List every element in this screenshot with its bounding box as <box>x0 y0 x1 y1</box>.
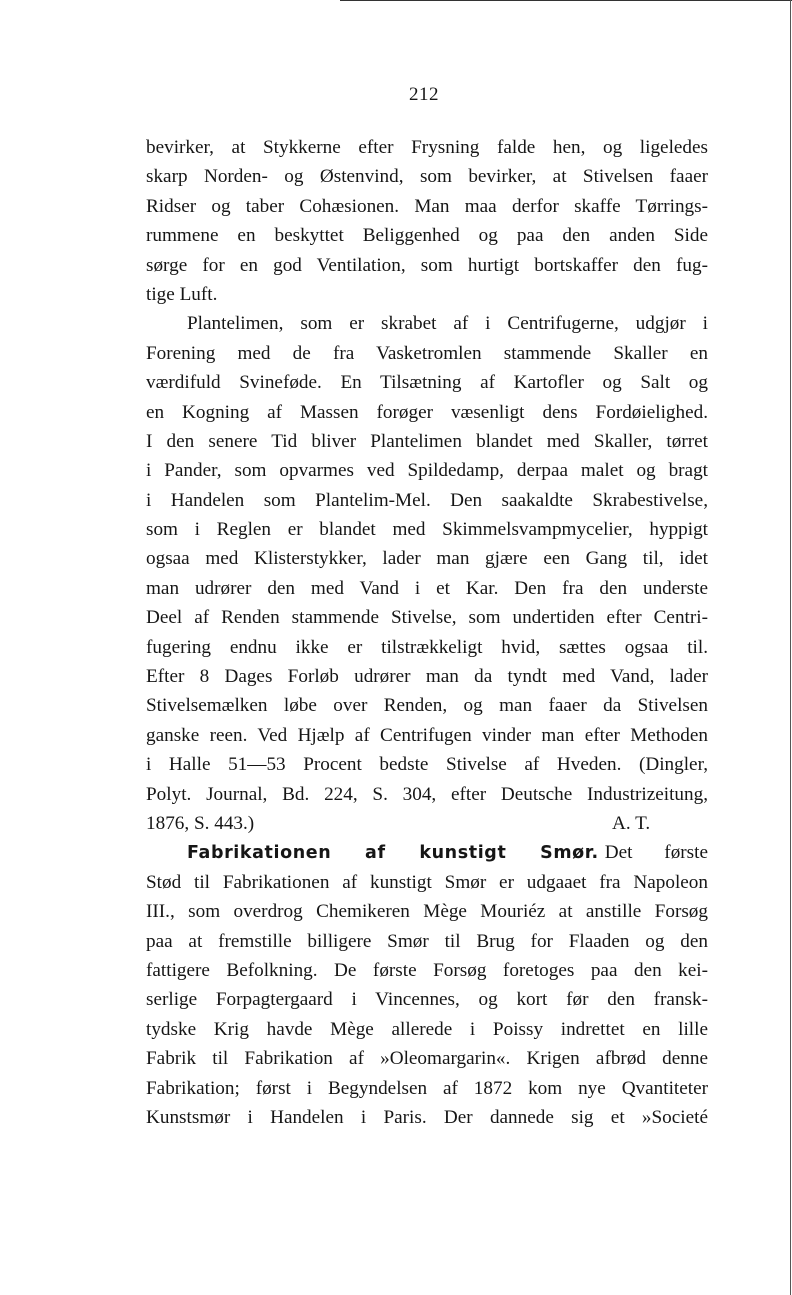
text-line: bevirker, at Stykkerne efter Frysning falde hen, og ligeledes <box>146 137 708 158</box>
text-line: Deel af Renden stammende Stivelse, som undertiden efter Centri- <box>146 607 708 629</box>
text-line: man udrører den med Vand i et Kar. Den fra den underste <box>146 577 708 599</box>
text-line: tige Luft. <box>146 283 218 305</box>
text-line: serlige Forpagtergaard i Vincennes, og kort før den fransk- <box>146 989 708 1011</box>
paragraph-1 <box>146 133 708 309</box>
text-line: fattigere Befolkning. De første Forsøg foretoges paa den kei- <box>146 959 708 981</box>
paragraph-3 <box>146 838 708 1132</box>
page-number: 212 <box>409 84 439 105</box>
text-line: Fabrikation; først i Begyndelsen af 1872 kom nye Qvantiteter <box>146 1077 708 1099</box>
text-line: fugering endnu ikke er tilstrækkeligt hvid, sættes ogsaa til. <box>146 636 708 658</box>
text-line: Plantelimen, som er skrabet af i Centrifugerne, udgjør i <box>187 313 708 335</box>
paragraph-2 <box>146 309 708 838</box>
text-line: en Kogning af Massen forøger væsenligt dens Fordøielighed. <box>146 401 708 423</box>
text-line: i Halle 51—53 Procent bedste Stivelse af Hveden. (Dingler, <box>146 754 708 776</box>
text-line: i Handelen som Plantelim-Mel. Den saakaldte Skrabestivelse, <box>146 489 708 511</box>
text-line: Forening med de fra Vasketromlen stammende Skaller en <box>146 342 708 364</box>
text-line: Fabrik til Fabrikation af »Oleomargarin«. Krigen afbrød denne <box>146 1048 708 1070</box>
text-line: i Pander, som opvarmes ved Spildedamp, derpaa malet og bragt <box>146 460 708 482</box>
text-line: sørge for en god Ventilation, som hurtigt bortskaffer den fug- <box>146 254 708 276</box>
text-line: Kunstsmør i Handelen i Paris. Der dannede sig et »Societé <box>146 1106 708 1128</box>
text-line: skarp Norden- og Østenvind, som bevirker, at Stivelsen faaer <box>146 166 708 188</box>
text-line <box>146 838 708 867</box>
text-line: rummene en beskyttet Beliggenhed og paa den anden Side <box>146 225 708 247</box>
text-line: som i Reglen er blandet med Skimmelsvampmycelier, hyppigt <box>146 519 708 541</box>
citation-end: 1876, S. 443.) <box>146 812 255 834</box>
text-line: Stivelsemælken løbe over Renden, og man faaer da Stivelsen <box>146 695 708 717</box>
section-heading: Fabrikationen af kunstigt Smør. <box>187 843 599 864</box>
text-line: Ridser og taber Cohæsionen. Man maa derfor skaffe Tørrings- <box>146 195 708 217</box>
text-line: Polyt. Journal, Bd. 224, S. 304, efter Deutsche Industrizeitung, <box>146 783 708 805</box>
text-line: III., som overdrog Chemikeren Mège Mouriéz at anstille Forsøg <box>146 901 708 923</box>
text-line: tydske Krig havde Mège allerede i Poissy indrettet en lille <box>146 1018 708 1040</box>
text-line: paa at fremstille billigere Smør til Brug for Flaaden og den <box>146 930 708 952</box>
body-text <box>146 133 708 1132</box>
text-line: ganske reen. Ved Hjælp af Centrifugen vinder man efter Methoden <box>146 724 708 746</box>
text-line: Efter 8 Dages Forløb udrører man da tyndt med Vand, lader <box>146 666 708 688</box>
author-signature: A. T. <box>612 812 651 834</box>
text-line: I den senere Tid bliver Plantelimen blandet med Skaller, tørret <box>146 430 708 452</box>
text-line: ogsaa med Klisterstykker, lader man gjære een Gang til, idet <box>146 548 708 570</box>
text-line: Stød til Fabrikationen af kunstigt Smør er udgaaet fra Napoleon <box>146 871 708 893</box>
text-line: værdifuld Svineføde. En Tilsætning af Kartofler og Salt og <box>146 372 708 394</box>
text-line-with-signature <box>146 809 708 838</box>
heading-line-rest: Det første <box>604 842 708 864</box>
